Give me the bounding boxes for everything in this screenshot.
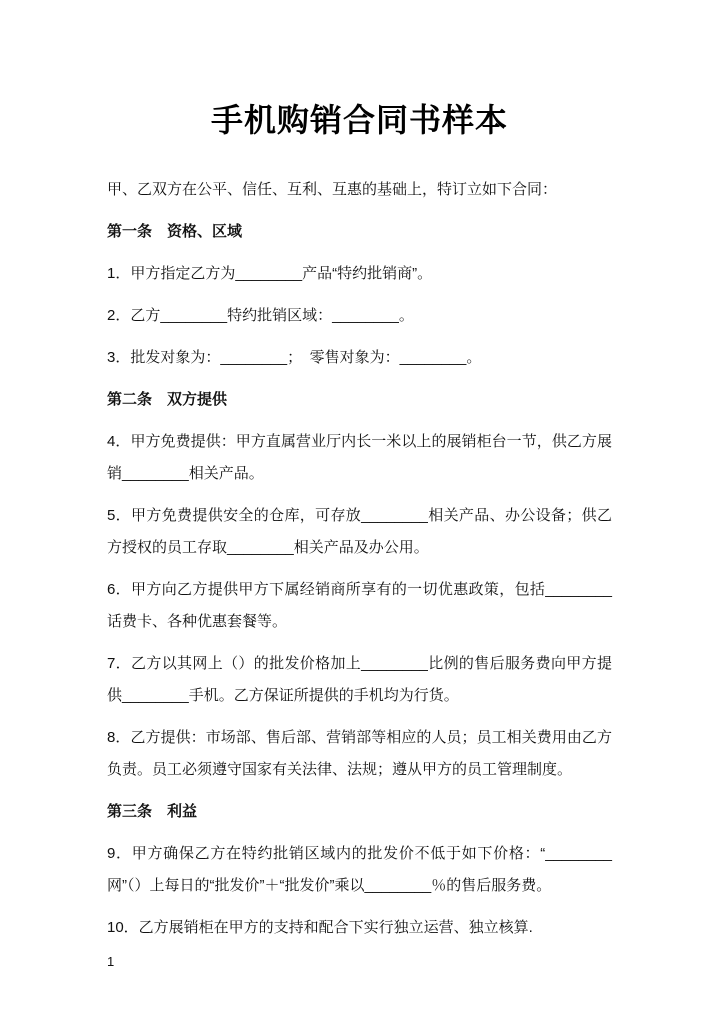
clause-7: 7．乙方以其网上（）的批发价格加上________比例的售后服务费向甲方提供________手机。乙方保证所提供的手机均为行货。 xyxy=(107,655,612,704)
document-body xyxy=(107,174,612,944)
clause-3: 3．批发对象为：________； 零售对象为：________。 xyxy=(107,349,482,366)
clause-9: 9．甲方确保乙方在特约批销区域内的批发价不低于如下价格：“________网”（）上每日的“批发价”＋“批发价”乘以________％的售后服务费。 xyxy=(107,845,612,894)
clause-4: 4．甲方免费提供：甲方直属营业厅内长一米以上的展销柜台一节，供乙方展销________相关产品。 xyxy=(107,433,612,482)
clause-2: 2．乙方________特约批销区域：________。 xyxy=(107,307,414,324)
section-heading-article-3: 第三条 利益 xyxy=(107,803,198,820)
section-heading-article-1: 第一条 资格、区域 xyxy=(107,223,243,240)
page-number: 1 xyxy=(107,954,115,969)
clause-10: 10．乙方展销柜在甲方的支持和配合下实行独立运营、独立核算. xyxy=(107,919,533,936)
clause-5: 5．甲方免费提供安全的仓库，可存放________相关产品、办公设备；供乙方授权的员工存取________相关产品及办公用。 xyxy=(107,507,612,556)
clause-8: 8．乙方提供：市场部、售后部、营销部等相应的人员；员工相关费用由乙方负责。员工必须遵守国家有关法律、法规；遵从甲方的员工管理制度。 xyxy=(107,729,612,778)
clause-1: 1．甲方指定乙方为________产品“特约批销商”。 xyxy=(107,265,433,282)
section-heading-article-2: 第二条 双方提供 xyxy=(107,391,228,408)
intro-paragraph: 甲、乙双方在公平、信任、互利、互惠的基础上，特订立如下合同： xyxy=(107,181,558,198)
document-title: 手机购销合同书样本 xyxy=(210,102,508,138)
clause-6: 6．甲方向乙方提供甲方下属经销商所享有的一切优惠政策，包括________话费卡、各种优惠套餐等。 xyxy=(107,581,612,630)
